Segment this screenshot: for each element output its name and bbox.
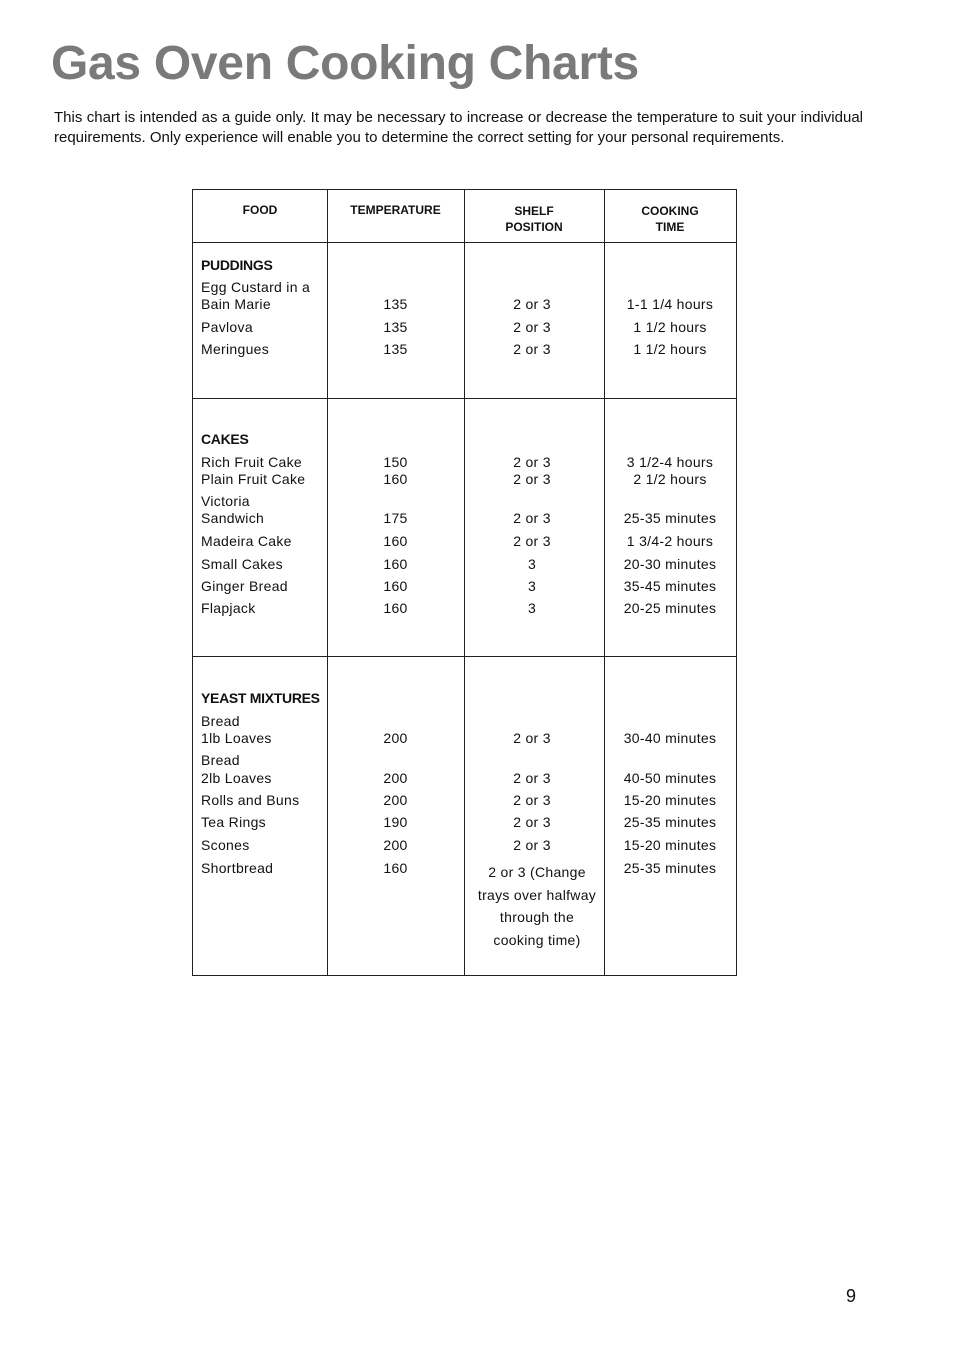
temperature-value: 200 — [383, 837, 408, 853]
temperature-value: 150 — [383, 454, 408, 470]
header-food: FOOD — [242, 203, 278, 217]
food-name: Tea Rings — [201, 814, 266, 830]
food-name: Plain Fruit Cake — [201, 471, 306, 487]
shelf-note-line: trays over halfway — [477, 886, 597, 903]
row-divider — [193, 398, 736, 399]
food-name: Ginger Bread — [201, 578, 288, 594]
row-divider — [193, 242, 736, 243]
temperature-value: 200 — [383, 730, 408, 746]
food-name: Victoria — [201, 493, 250, 509]
header-shelf-line1: SHELF — [514, 204, 554, 218]
temperature-value: 135 — [383, 341, 408, 357]
shelf-position-value: 2 or 3 — [513, 730, 551, 746]
temperature-value: 200 — [383, 792, 408, 808]
section-heading-puddings: PUDDINGS — [201, 257, 273, 273]
cooking-time-value: 15-20 minutes — [623, 792, 717, 808]
temperature-value: 160 — [383, 556, 408, 572]
temperature-value: 190 — [383, 814, 408, 830]
shelf-position-value: 2 or 3 — [513, 319, 551, 335]
temperature-value: 160 — [383, 471, 408, 487]
page-number: 9 — [846, 1286, 857, 1306]
header-temperature: TEMPERATURE — [350, 203, 441, 217]
shelf-position-value: 3 — [527, 578, 537, 594]
cooking-time-value: 2 1/2 hours — [633, 471, 707, 487]
food-name: Bread — [201, 752, 240, 768]
food-name: Shortbread — [201, 860, 274, 876]
food-name: Sandwich — [201, 510, 265, 526]
shelf-position-value — [464, 861, 610, 951]
page-title: Gas Oven Cooking Charts — [51, 37, 639, 90]
header-shelf-position — [464, 203, 604, 235]
shelf-position-value: 3 — [527, 600, 537, 616]
temperature-value: 160 — [383, 860, 408, 876]
food-name: Scones — [201, 837, 250, 853]
row-divider — [193, 656, 736, 657]
food-name: Pavlova — [201, 319, 253, 335]
shelf-note-line: cooking time) — [493, 931, 581, 948]
shelf-position-value: 2 or 3 — [513, 770, 551, 786]
cooking-time-value: 1 1/2 hours — [633, 319, 707, 335]
header-cooking-time — [604, 203, 736, 235]
section-heading-cakes: CAKES — [201, 431, 249, 447]
shelf-position-value: 3 — [527, 556, 537, 572]
header-time-line1: COOKING — [641, 204, 699, 218]
shelf-position-value: 2 or 3 — [513, 454, 551, 470]
temperature-value: 135 — [383, 319, 408, 335]
shelf-note-line: 2 or 3 (Change — [488, 864, 586, 880]
cooking-time-value: 1 3/4-2 hours — [626, 533, 714, 549]
cooking-time-value: 3 1/2-4 hours — [626, 454, 714, 470]
temperature-value: 175 — [383, 510, 408, 526]
cooking-time-value: 25-35 minutes — [623, 860, 717, 876]
header-shelf-line2: POSITION — [505, 220, 563, 234]
shelf-position-value: 2 or 3 — [513, 814, 551, 830]
temperature-value: 160 — [383, 533, 408, 549]
cooking-time-value: 20-25 minutes — [623, 600, 717, 616]
cooking-time-value: 40-50 minutes — [623, 770, 717, 786]
shelf-position-value: 2 or 3 — [513, 837, 551, 853]
cooking-time-value: 25-35 minutes — [623, 510, 717, 526]
food-name: Rolls and Buns — [201, 792, 300, 808]
food-name: 1lb Loaves — [201, 730, 272, 746]
cooking-time-value: 1-1 1/4 hours — [626, 296, 714, 312]
food-name: Bread — [201, 713, 240, 729]
food-name: Flapjack — [201, 600, 256, 616]
header-time-line2: TIME — [655, 220, 685, 234]
shelf-note-line: through the — [499, 909, 575, 925]
shelf-position-value: 2 or 3 — [513, 296, 551, 312]
cooking-time-value: 20-30 minutes — [623, 556, 717, 572]
shelf-position-value: 2 or 3 — [513, 341, 551, 357]
shelf-position-value: 2 or 3 — [513, 792, 551, 808]
intro-paragraph: This chart is intended as a guide only. It may be necessary to increase or decrease the temperature to suit your individual requirements. Only experience will enable you to determine the correct setting for your personal requirements. — [54, 109, 863, 146]
cooking-time-value: 35-45 minutes — [623, 578, 717, 594]
shelf-position-value: 2 or 3 — [513, 510, 551, 526]
food-name: 2lb Loaves — [201, 770, 272, 786]
cooking-time-value: 25-35 minutes — [623, 814, 717, 830]
temperature-value: 160 — [383, 600, 408, 616]
temperature-value: 135 — [383, 296, 408, 312]
food-name: Meringues — [201, 341, 270, 357]
food-name: Rich Fruit Cake — [201, 454, 302, 470]
shelf-position-value: 2 or 3 — [513, 533, 551, 549]
cooking-time-value: 15-20 minutes — [623, 837, 717, 853]
food-name: Small Cakes — [201, 556, 283, 572]
food-name: Madeira Cake — [201, 533, 292, 549]
food-name: Bain Marie — [201, 296, 271, 312]
cooking-time-value: 30-40 minutes — [623, 730, 717, 746]
cooking-chart-table — [192, 189, 737, 976]
cooking-time-value: 1 1/2 hours — [633, 341, 707, 357]
food-name: Egg Custard in a — [201, 279, 311, 295]
section-heading-yeast-mixtures: YEAST MIXTURES — [201, 690, 320, 706]
shelf-position-value: 2 or 3 — [513, 471, 551, 487]
temperature-value: 160 — [383, 578, 408, 594]
temperature-value: 200 — [383, 770, 408, 786]
